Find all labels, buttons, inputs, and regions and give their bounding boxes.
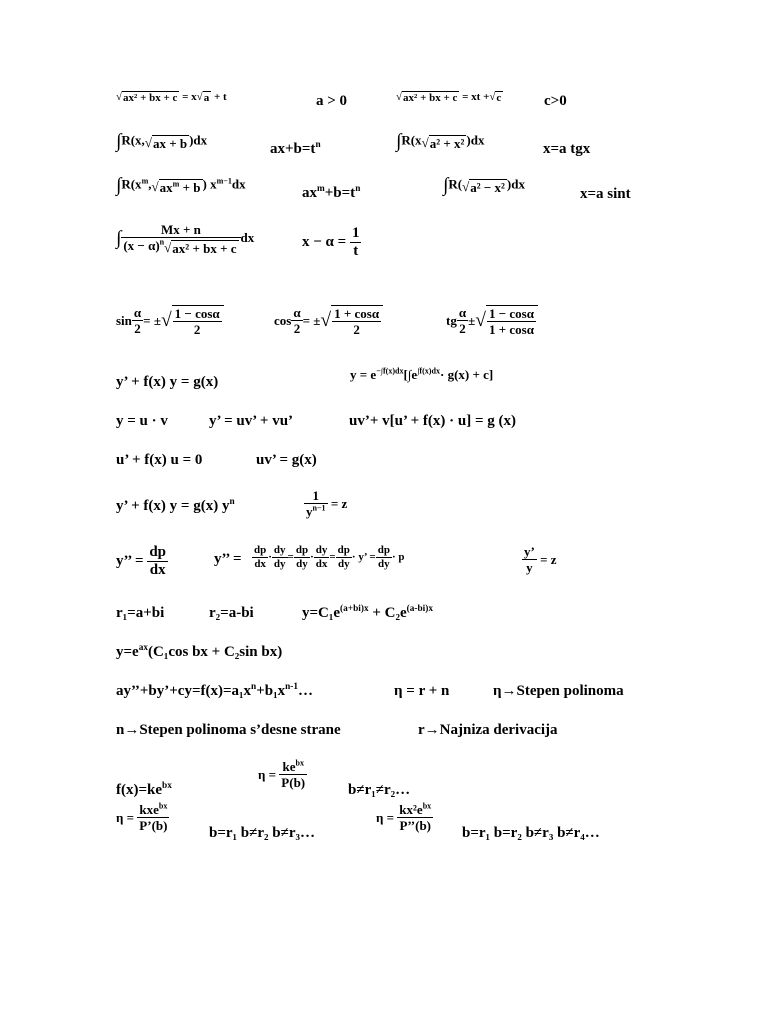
exponential-rhs bbox=[116, 783, 172, 798]
exponent: n bbox=[229, 497, 235, 507]
formula-part: R(x, bbox=[121, 132, 145, 148]
substitution-1 bbox=[270, 142, 321, 157]
formula-euler-sub-a: √ax² + bx + c = x√a + t bbox=[116, 91, 227, 104]
v-equation: uv’ = g(x) bbox=[256, 452, 317, 468]
formula-part: , bbox=[148, 176, 152, 192]
nonhomogeneous-ode bbox=[116, 684, 313, 699]
formula-part: η = bbox=[376, 810, 395, 825]
root-r2: r₂=a-bi bbox=[209, 605, 254, 621]
numerator: 1 bbox=[304, 489, 328, 504]
condition-c-positive: c>0 bbox=[544, 93, 567, 109]
formula-euler-sub-c: √ax² + bx + c = xt +√c bbox=[396, 91, 502, 104]
formula-part: R(x bbox=[401, 132, 422, 148]
formula-part: · bbox=[268, 551, 272, 563]
radicand: ax + b bbox=[152, 135, 188, 151]
half-angle-cos: cos $\frac{\alpha}{2}$ = ±√ $\frac{1 + \cos\alpha}{2}$ bbox=[274, 305, 383, 336]
n-meaning: n→Stepen polinoma s’desne strane bbox=[116, 722, 341, 738]
radicand: ax² + bx + c bbox=[172, 240, 237, 256]
exponent: bx bbox=[295, 758, 304, 768]
formula-part: = bbox=[287, 551, 294, 563]
formula-part: y=e bbox=[116, 644, 139, 660]
eta-case-3 bbox=[376, 803, 433, 832]
chain-rule-expansion bbox=[252, 545, 405, 570]
formula-part: R( bbox=[448, 176, 463, 192]
formula-part: +b=t bbox=[324, 185, 356, 201]
exponent: ax bbox=[138, 643, 149, 653]
integral-sign-icon: ∫ bbox=[116, 228, 122, 250]
integral-linear-root: ∫R(x,√ax + b )dx bbox=[116, 131, 208, 152]
radicand: c bbox=[496, 92, 502, 104]
eta-meaning: η→Stepen polinoma bbox=[493, 683, 624, 699]
numerator: kxe bbox=[139, 802, 159, 817]
numerator: 1 − cosα bbox=[488, 306, 534, 321]
formula-part: [∫e bbox=[403, 367, 418, 382]
formula-part: ax+b=t bbox=[270, 141, 316, 157]
numerator: 1 − cosα bbox=[174, 306, 220, 321]
formula-part: y’’ = bbox=[116, 553, 144, 569]
denominator: y bbox=[306, 504, 313, 519]
condition-case-1: b≠r₁≠r₂… bbox=[348, 782, 411, 798]
numerator: 1 + cosα bbox=[334, 306, 380, 321]
exponent: bx bbox=[158, 801, 168, 811]
formula-part: x − α = bbox=[302, 234, 347, 250]
formula-part: · g(x) + c] bbox=[439, 367, 494, 382]
eta-case-2 bbox=[116, 803, 169, 832]
condition-case-2: b=r₁ b≠r₂ b≠r₃… bbox=[209, 825, 316, 841]
exponent: n bbox=[159, 237, 165, 247]
formula-part: = z bbox=[330, 496, 348, 511]
half-angle-tg: tg $\frac{\alpha}{2}$ ±√ $\frac{1 - \cos\alpha}{1 + \cos\alpha}$ bbox=[446, 305, 538, 336]
radicand: + b bbox=[179, 179, 201, 195]
substituted-equation: uv’+ v[u’ + f(x) · u] = g (x) bbox=[349, 413, 517, 429]
radicand: a² − x² bbox=[470, 179, 505, 195]
radicand: ax bbox=[159, 179, 173, 195]
exponent: bx bbox=[422, 801, 432, 811]
integral-rational-root: ∫ $\frac{Mx + n}{(x - \alpha)^n√ax^2 + bx + c}$ dx bbox=[116, 222, 255, 256]
formula-part: y = e bbox=[350, 367, 377, 382]
exponent: bx bbox=[162, 781, 172, 791]
eta-case-1 bbox=[258, 760, 307, 789]
denominator: 2 bbox=[459, 321, 466, 336]
exponent: −∫f(x)dx bbox=[376, 366, 404, 376]
numerator: dy bbox=[315, 544, 328, 556]
exponent: n bbox=[251, 682, 257, 692]
bernoulli-ode bbox=[116, 499, 235, 514]
formula-part: ay’’+by’+cy=f(x)=a₁x bbox=[116, 683, 252, 699]
denominator: dy bbox=[337, 558, 350, 570]
u-equation: u’ + f(x) u = 0 bbox=[116, 452, 203, 468]
formula-part: dx bbox=[231, 176, 246, 192]
numerator: α bbox=[133, 305, 142, 320]
denominator: t bbox=[353, 243, 359, 259]
product-derivative: y’ = uv’ + vu’ bbox=[209, 413, 294, 429]
denominator: dx bbox=[254, 558, 266, 570]
formula-part: ± bbox=[468, 313, 476, 328]
radicand: a² + x² bbox=[429, 135, 465, 151]
numerator: 1 bbox=[351, 225, 360, 241]
linear-ode-solution bbox=[350, 368, 493, 381]
formula-part: = bbox=[329, 551, 336, 563]
formula-part: · y’ = bbox=[351, 551, 376, 563]
real-solution bbox=[116, 645, 282, 660]
integral-binomial-root: $\int R(x^m,√ax^m + b$ ) $x^{m-1}dx$ bbox=[116, 175, 246, 196]
denominator: P’(b) bbox=[139, 818, 168, 833]
denominator: 2 bbox=[293, 321, 301, 336]
condition-a-positive: a > 0 bbox=[316, 93, 348, 109]
condition-case-3: b=r₁ b=r₂ b≠r₃ b≠r₄… bbox=[462, 825, 600, 841]
denominator: 2 bbox=[134, 321, 141, 336]
exponent: n−1 bbox=[312, 503, 326, 513]
second-derivative-dp-dx bbox=[116, 545, 168, 578]
formula-part: = ± bbox=[143, 313, 161, 328]
half-angle-sin: sin $\frac{\alpha}{2}$ = ±√ $\frac{1 - \cos\alpha}{2}$ bbox=[116, 305, 224, 336]
denominator: P’’(b) bbox=[399, 818, 432, 833]
formula-part: η = bbox=[116, 810, 135, 825]
eta-definition: η = r + n bbox=[394, 683, 450, 699]
formula-part: +b₁x bbox=[256, 683, 286, 699]
formula-part: ax bbox=[302, 185, 317, 201]
exponent: m bbox=[141, 176, 149, 186]
formula-part: · bbox=[310, 551, 314, 563]
formula-part: · p bbox=[391, 551, 405, 563]
numerator: dp bbox=[337, 544, 350, 556]
exponent: n bbox=[355, 184, 361, 194]
numerator: ke bbox=[282, 759, 296, 774]
numerator: dp bbox=[149, 544, 166, 560]
formula-part: R(x bbox=[121, 176, 142, 192]
denominator: dx bbox=[149, 562, 166, 578]
integral-sign-icon: ∫ bbox=[116, 131, 122, 152]
formula-part: y=C₁e bbox=[302, 605, 341, 621]
product-sub: y = u · v bbox=[116, 413, 168, 429]
denominator: P(b) bbox=[281, 775, 306, 790]
formula-part: + C₂e bbox=[368, 605, 407, 621]
denominator: y bbox=[526, 560, 533, 575]
denominator: 1 + cosα bbox=[488, 322, 534, 337]
numerator: dp bbox=[295, 544, 309, 556]
integral-diff-squares: ∫R(√a² − x² )dx bbox=[443, 175, 525, 196]
radicand: a bbox=[203, 92, 210, 104]
numerator: dy bbox=[273, 544, 286, 556]
formula-part: + t bbox=[213, 91, 227, 104]
exponent: n-1 bbox=[285, 682, 299, 692]
formula-part: η = bbox=[258, 767, 277, 782]
integral-sign-icon: ∫ bbox=[116, 175, 122, 196]
formula-part: )dx bbox=[189, 132, 208, 148]
r-meaning: r→Najniza derivacija bbox=[418, 722, 558, 738]
formula-part: )dx bbox=[506, 176, 525, 192]
formula-part: = z bbox=[540, 552, 557, 567]
complex-solution bbox=[302, 606, 433, 621]
exponent: m−1 bbox=[216, 176, 232, 186]
numerator: α bbox=[293, 305, 301, 320]
numerator: Mx + n bbox=[121, 223, 240, 238]
numerator: dp bbox=[377, 544, 390, 556]
denominator: dy bbox=[378, 558, 390, 570]
exponent: n bbox=[315, 140, 321, 150]
substitution-2: x=a tgx bbox=[543, 141, 591, 157]
formula-part: … bbox=[298, 683, 314, 699]
numerator: dp bbox=[254, 544, 267, 556]
integral-sum-squares: ∫R(x√a² + x² )dx bbox=[396, 131, 485, 152]
linear-ode: y’ + f(x) y = g(x) bbox=[116, 374, 219, 390]
exponent: (a-bi)x bbox=[406, 604, 433, 614]
ypp-label: y’’ = bbox=[214, 551, 242, 567]
formula-part: = xt + bbox=[462, 91, 490, 104]
numerator: α bbox=[458, 305, 467, 320]
exponent: m bbox=[317, 184, 325, 194]
exponent: m bbox=[172, 179, 180, 189]
ratio-substitution bbox=[522, 545, 557, 574]
denominator: dx bbox=[315, 558, 328, 570]
substitution-4: x=a sint bbox=[580, 186, 631, 202]
denominator: dy bbox=[273, 558, 286, 570]
denominator: (x − α) bbox=[123, 238, 160, 253]
formula-part: ) x bbox=[202, 176, 217, 192]
formula-part: (C₁cos bx + C₂sin bx) bbox=[148, 644, 283, 660]
formula-part: = x bbox=[182, 91, 197, 104]
substitution-5 bbox=[302, 226, 361, 259]
formula-part: = ± bbox=[302, 313, 321, 328]
formula-part: dx bbox=[240, 229, 255, 245]
denominator: dy bbox=[296, 558, 308, 570]
integral-sign-icon: ∫ bbox=[443, 175, 449, 196]
numerator: y’ bbox=[524, 544, 535, 559]
bernoulli-substitution bbox=[304, 489, 347, 518]
substitution-3 bbox=[302, 186, 360, 201]
exponent: ∫f(x)dx bbox=[417, 366, 440, 376]
numerator: kx²e bbox=[399, 802, 423, 817]
formula-part: )dx bbox=[466, 132, 485, 148]
root-r1: r₁=a+bi bbox=[116, 605, 165, 621]
formula-part: sin bbox=[116, 313, 132, 328]
exponent: (a+bi)x bbox=[340, 604, 369, 614]
denominator: 2 bbox=[353, 322, 360, 337]
radicand: ax² + bx + c bbox=[403, 92, 458, 104]
formula-part: cos bbox=[274, 313, 292, 328]
integral-sign-icon: ∫ bbox=[396, 131, 402, 152]
denominator: 2 bbox=[193, 322, 201, 337]
formula-part: y’ + f(x) y = g(x) y bbox=[116, 498, 230, 514]
formula-part: tg bbox=[446, 313, 457, 328]
formula-part: f(x)=ke bbox=[116, 782, 163, 798]
radicand: ax² + bx + c bbox=[123, 92, 178, 104]
